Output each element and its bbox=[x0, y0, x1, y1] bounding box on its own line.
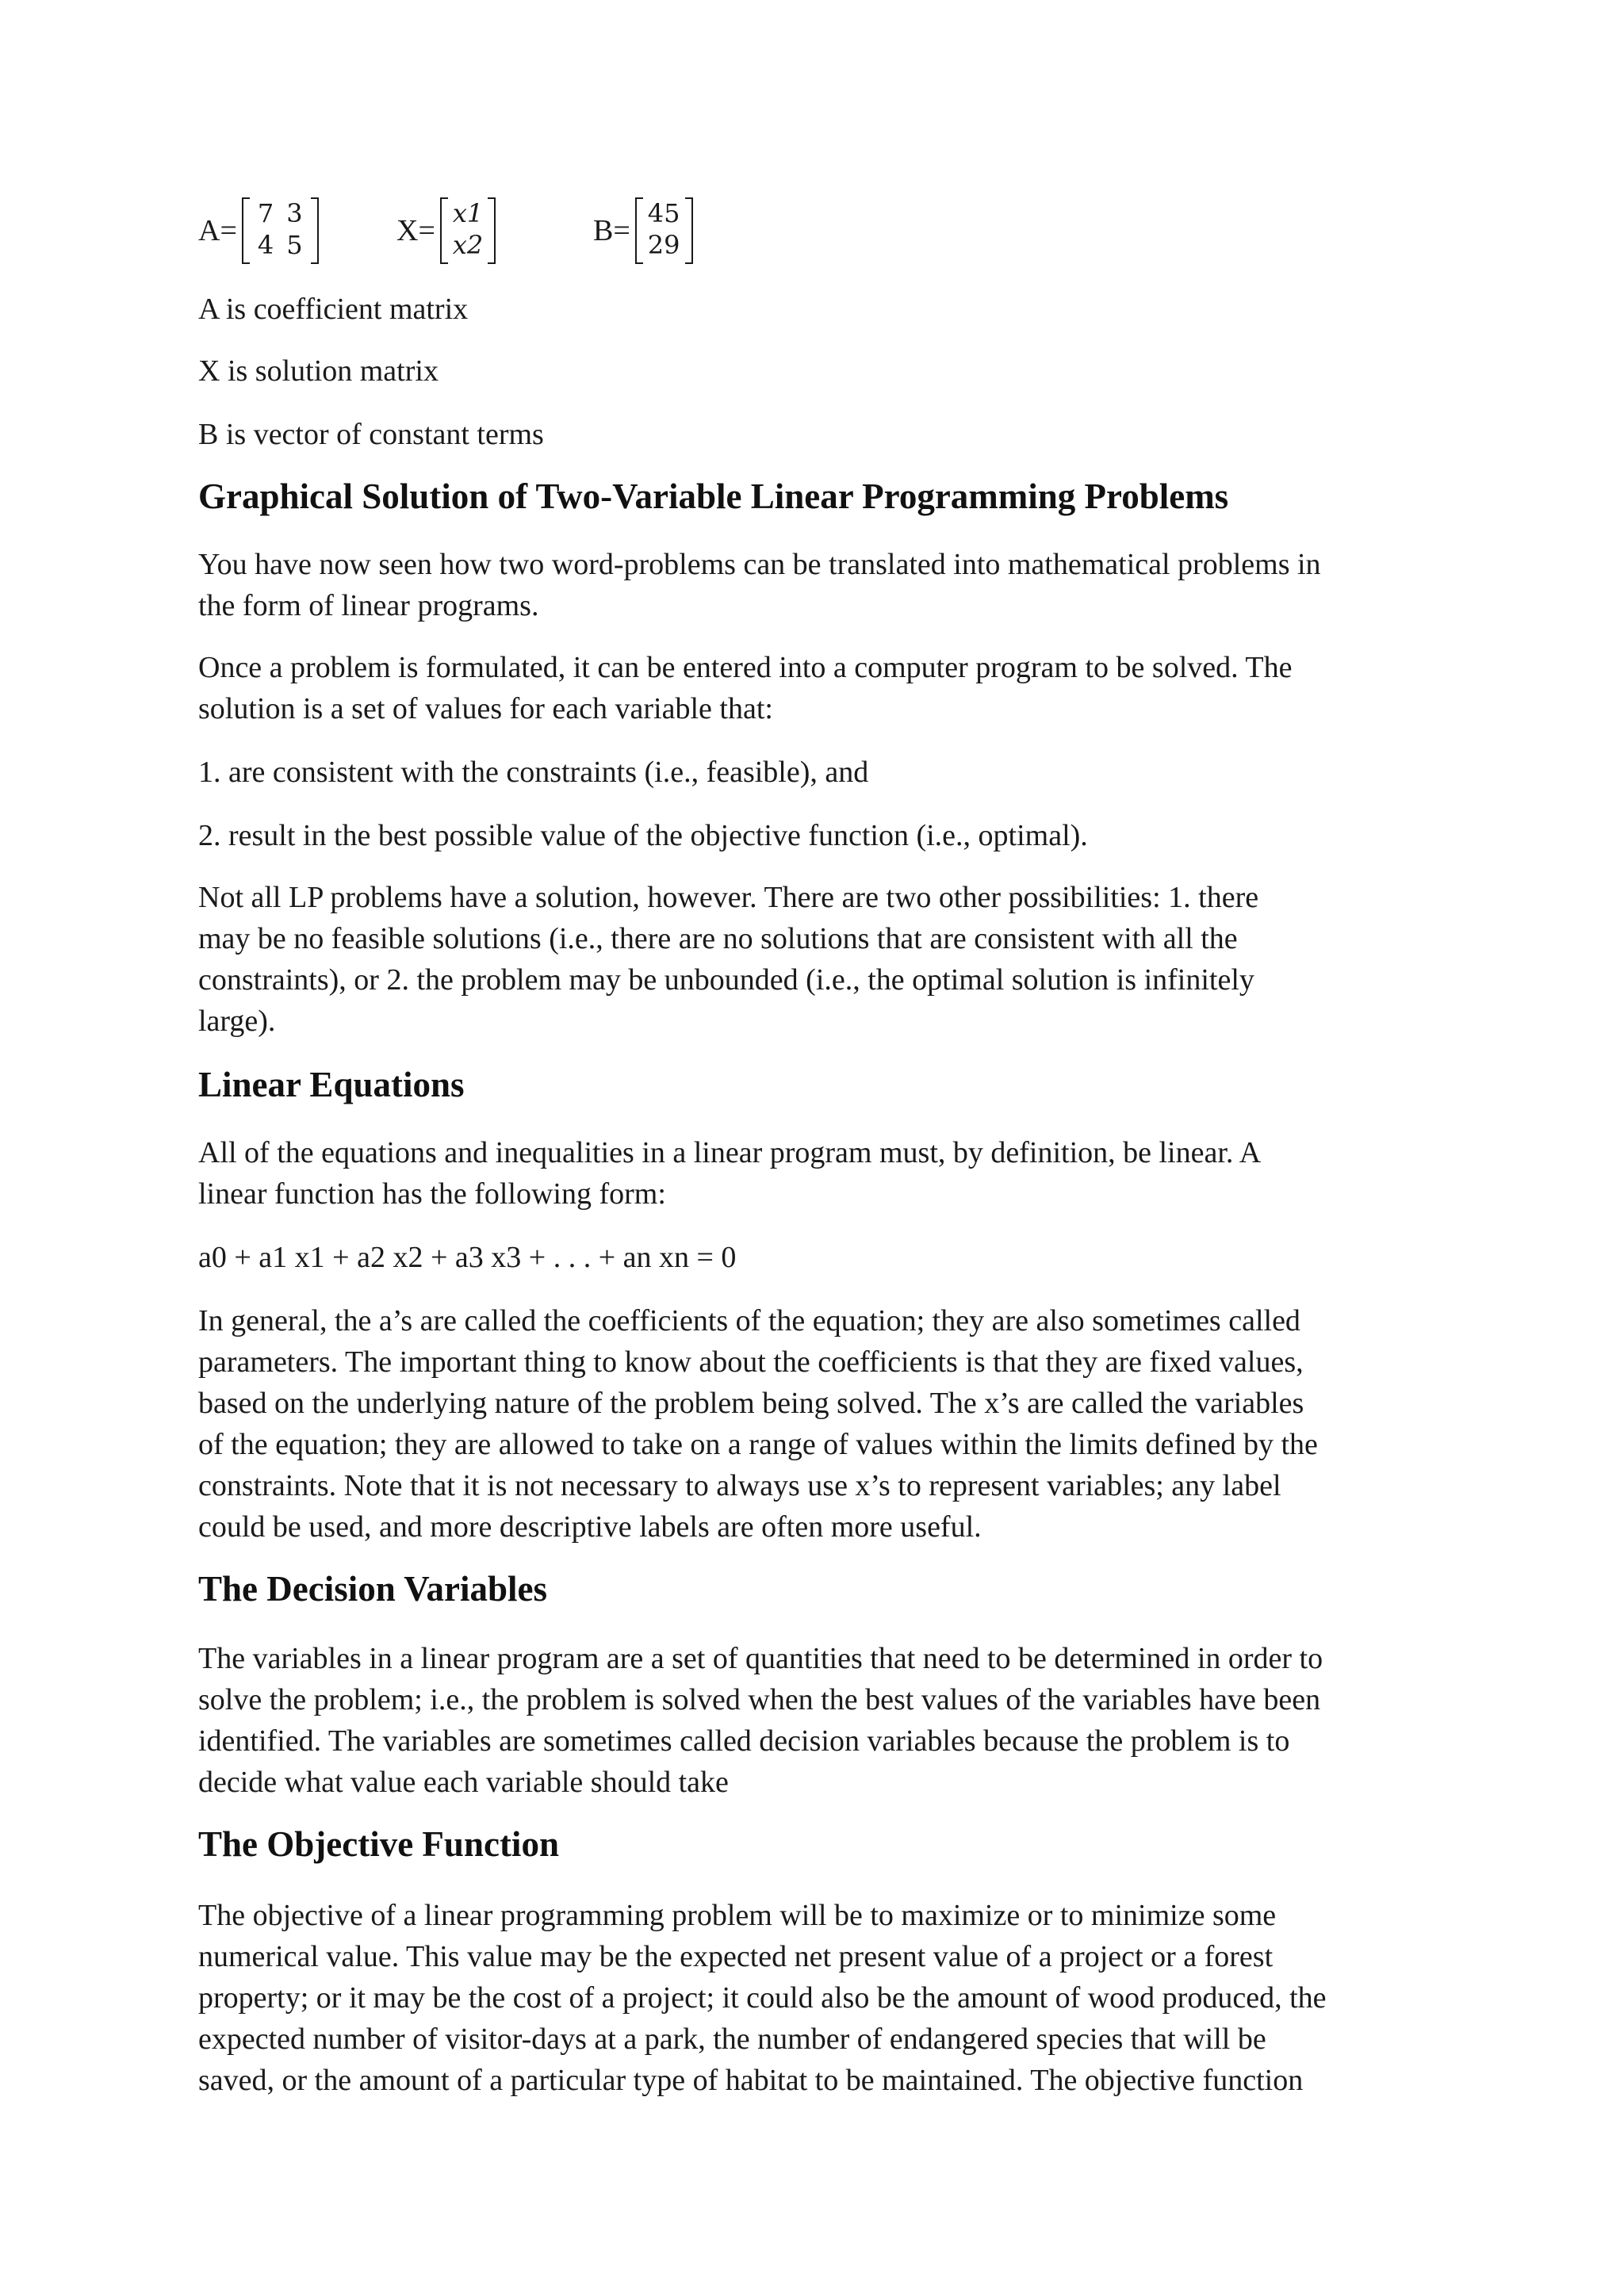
text-line: parameters. The important thing to know about the coefficients is that they are fixed values, bbox=[198, 1345, 1304, 1379]
definition-a: A is coefficient matrix bbox=[198, 293, 469, 326]
section-heading-objective-function: The Objective Function bbox=[198, 1824, 559, 1864]
text-line: of the equation; they are allowed to take on a range of values within the limits defined by the bbox=[198, 1428, 1318, 1461]
text-line: All of the equations and inequalities in a linear program must, by definition, be linear. A bbox=[198, 1136, 1262, 1169]
matrix-x-cell: x1 bbox=[452, 198, 484, 228]
text-line: solution is a set of values for each variable that: bbox=[198, 692, 773, 725]
paragraph-graphical-formulated bbox=[198, 647, 1435, 729]
matrix-a-group bbox=[198, 195, 319, 266]
text-line: based on the underlying nature of the problem being solved. The x’s are called the variables bbox=[198, 1387, 1304, 1420]
matrix-a-cell: 5 bbox=[286, 230, 303, 260]
text-line: The variables in a linear program are a set of quantities that need to be determined in order to bbox=[198, 1642, 1323, 1675]
text-line: decide what value each variable should take bbox=[198, 1766, 729, 1799]
matrix-b bbox=[635, 197, 693, 264]
text-line: identified. The variables are sometimes called decision variables because the problem is to bbox=[198, 1724, 1290, 1758]
text-line: saved, or the amount of a particular type of habitat to be maintained. The objective function bbox=[198, 2064, 1304, 2097]
section-heading-graphical: Graphical Solution of Two-Variable Linear Programming Problems bbox=[198, 476, 1229, 516]
paragraph-linear-intro bbox=[198, 1132, 1435, 1215]
definition-b: B is vector of constant terms bbox=[198, 418, 544, 451]
matrix-equation-row bbox=[198, 195, 1435, 266]
text-line: the form of linear programs. bbox=[198, 589, 539, 622]
text-line: solve the problem; i.e., the problem is solved when the best values of the variables have been bbox=[198, 1683, 1321, 1716]
definition-x: X is solution matrix bbox=[198, 354, 439, 388]
paragraph-graphical-possibilities bbox=[198, 877, 1435, 1042]
matrix-a-cell: 4 bbox=[257, 230, 274, 260]
matrix-b-cell: 29 bbox=[647, 230, 680, 260]
matrix-a-cell: 3 bbox=[286, 198, 303, 228]
matrix-a bbox=[242, 197, 319, 264]
text-line: expected number of visitor-days at a park, the number of endangered species that will be bbox=[198, 2022, 1266, 2056]
matrix-b-label: B= bbox=[593, 214, 630, 247]
paragraph-decision-variables bbox=[198, 1638, 1435, 1803]
text-line: may be no feasible solutions (i.e., there are no solutions that are consistent with all the bbox=[198, 922, 1238, 955]
paragraph-objective-function bbox=[198, 1895, 1435, 2101]
text-line: Once a problem is formulated, it can be entered into a computer program to be solved. The bbox=[198, 651, 1293, 684]
section-heading-linear-equations: Linear Equations bbox=[198, 1065, 465, 1104]
text-line: large). bbox=[198, 1004, 276, 1038]
matrix-b-group bbox=[593, 195, 693, 266]
matrix-x bbox=[440, 197, 496, 264]
text-line: linear function has the following form: bbox=[198, 1177, 666, 1211]
matrix-a-cell: 7 bbox=[257, 198, 274, 228]
matrix-x-label: X= bbox=[396, 214, 435, 247]
paragraph-linear-coefficients bbox=[198, 1300, 1435, 1548]
list-item-feasible: 1. are consistent with the constraints (i.e., feasible), and bbox=[198, 756, 869, 789]
linear-equation: a0 + a1 x1 + a2 x2 + a3 x3 + . . . + an xn = 0 bbox=[198, 1241, 737, 1274]
text-line: numerical value. This value may be the expected net present value of a project or a forest bbox=[198, 1940, 1274, 1973]
text-line: constraints. Note that it is not necessary to always use x’s to represent variables; any label bbox=[198, 1469, 1281, 1502]
text-line: property; or it may be the cost of a project; it could also be the amount of wood produced, the bbox=[198, 1981, 1327, 2015]
list-item-optimal: 2. result in the best possible value of the objective function (i.e., optimal). bbox=[198, 819, 1088, 852]
text-line: In general, the a’s are called the coefficients of the equation; they are also sometimes called bbox=[198, 1304, 1300, 1337]
matrix-b-cell: 45 bbox=[647, 198, 680, 228]
text-line: constraints), or 2. the problem may be unbounded (i.e., the optimal solution is infinitely bbox=[198, 963, 1254, 997]
section-heading-decision-variables: The Decision Variables bbox=[198, 1569, 548, 1609]
matrix-a-label: A= bbox=[198, 214, 237, 247]
text-line: Not all LP problems have a solution, however. There are two other possibilities: 1. there bbox=[198, 881, 1259, 914]
text-line: The objective of a linear programming problem will be to maximize or to minimize some bbox=[198, 1899, 1277, 1932]
matrix-x-cell: x2 bbox=[452, 230, 484, 260]
matrix-x-group bbox=[396, 195, 496, 266]
text-line: could be used, and more descriptive labels are often more useful. bbox=[198, 1510, 982, 1544]
paragraph-graphical-intro bbox=[198, 544, 1435, 626]
text-line: You have now seen how two word-problems can be translated into mathematical problems in bbox=[198, 548, 1321, 581]
